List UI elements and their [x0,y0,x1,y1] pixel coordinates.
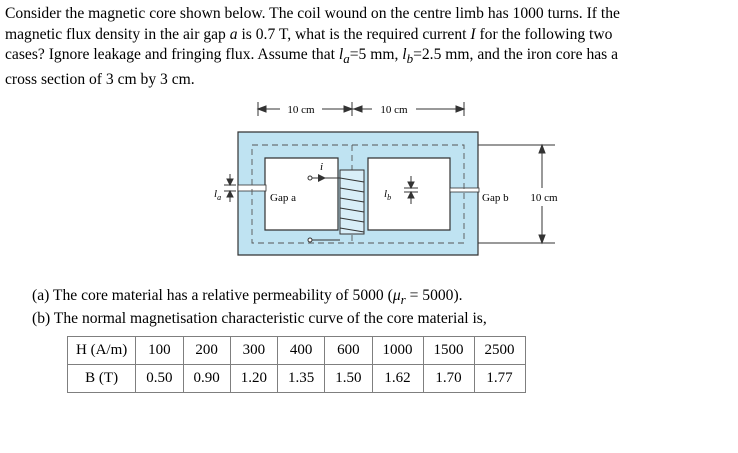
table-cell: 1.35 [278,365,325,393]
gap-a-label: Gap a [270,192,296,204]
problem-statement [5,4,733,90]
table-cell: 400 [278,337,325,365]
gap-b [450,188,479,192]
gap-b-label: Gap b [482,192,509,204]
table-cell: 1.70 [423,365,474,393]
table-cell: 0.50 [136,365,183,393]
table-cell: 1.20 [230,365,277,393]
case-a: (a) The core material has a relative permeability of 5000 $(\mu_r = 5000)$. [32,287,463,308]
table-row [68,365,526,393]
b-header: B (T) [68,365,136,393]
bh-table [67,336,526,393]
lb-label: $l_b$ [384,188,392,202]
table-cell: 1500 [423,337,474,365]
current-arrow [318,174,326,182]
table-cell: 100 [136,337,183,365]
table-cell: 1.62 [372,365,423,393]
problem-line-3: cases? Ignore leakage and fringing flux. Assume that $l_a=5$ mm, $l_b=2.5$ mm, and the iron core has a [5,46,619,67]
la-label: $l_a$ [214,188,222,202]
table-cell: 2500 [474,337,525,365]
problem-line-1: Consider the magnetic core shown below. The coil wound on the centre limb has 1000 turns. If the [5,5,620,22]
table-cell: 1000 [372,337,423,365]
dimension-right [352,102,464,116]
table-cell: 200 [183,337,230,365]
h-header: H (A/m) [68,337,136,365]
current-label: i [320,161,324,173]
magnetic-core-figure [180,100,580,290]
table-row [68,337,526,365]
table-cell: 600 [325,337,372,365]
cases [32,286,487,328]
table-cell: 1.77 [474,365,525,393]
la-marker [224,174,236,202]
table-cell: 0.90 [183,365,230,393]
table-cell: 1.50 [325,365,372,393]
core-diagram [180,100,580,290]
table-cell: 300 [230,337,277,365]
lb-marker [404,176,418,204]
case-b: (b) The normal magnetisation characteristic curve of the core material is, [32,310,487,328]
dimension-right-label: 10 cm [380,104,408,116]
dimension-height-label: 10 cm [530,192,558,204]
dimension-left-label: 10 cm [287,104,315,116]
problem-line-4: cross section of 3 cm by 3 cm. [5,70,195,88]
problem-line-2: magnetic flux density in the air gap a is 0.7 T, what is the required current I for the following two [5,25,613,43]
